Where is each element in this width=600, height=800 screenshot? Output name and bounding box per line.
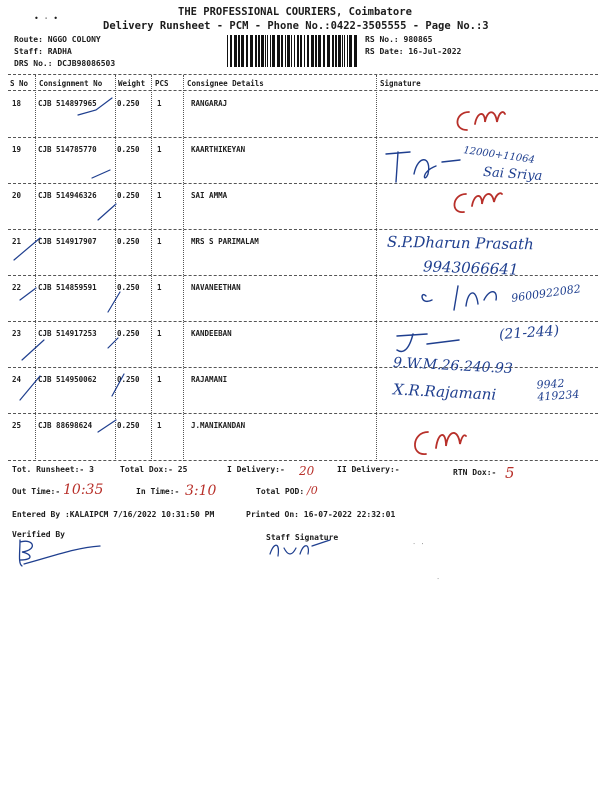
rs-number: RS No.: 980865 [365,35,433,44]
handwritten-delivery-count: 20 [299,464,315,478]
row-consignment: CJB 514917253 [38,329,97,338]
row-consignee: MRS S PARIMALAM [191,237,259,246]
entered-by: Entered By :KALAIPCM 7/16/2022 10:31:50 PM [12,510,215,519]
scan-specks: ⋅ [436,575,441,583]
runsheet-subtitle: Delivery Runsheet - PCM - Phone No.:0422-3505555 - Page No.:3 [103,20,489,32]
handwritten-name: Sai Sriya [482,164,543,185]
verified-by-signature [14,536,104,572]
signature-mark-row23 [393,328,463,358]
handwritten-total-pod: /0 [307,484,318,497]
row-sno: 22 [12,283,22,292]
staff-signature-label: Staff Signature [266,533,339,542]
row-consignee: RANGARAJ [191,99,228,108]
col-header-weight: Weight [118,79,146,88]
row-consignment: CJB 514859591 [38,283,97,292]
row-consignment: CJB 514897965 [38,99,97,108]
handwritten-phone: 9943066641 [422,257,519,279]
handwritten-rtn-count: 5 [505,464,515,482]
printed-on: Printed On: 16-07-2022 22:32:01 [246,510,396,519]
handwritten-note: (21-244) [498,322,560,344]
staff-label: Staff: RADHA [14,47,72,56]
row-consignee: J.MANIKANDAN [191,421,246,430]
row-consignment: CJB 514785770 [38,145,97,154]
verified-by-label: Verified By [12,530,65,539]
staff-signature [268,536,338,562]
col-header-pcs: PCS [155,79,169,88]
handwritten-name: S.P.Dharun Prasath [386,232,534,254]
scan-specks: • ⋅ • [34,14,59,23]
rs-date: RS Date: 16-Jul-2022 [365,47,462,56]
total-pod-label: Total POD: [256,487,305,496]
row-sno: 21 [12,237,22,246]
row-weight: 0.250 [117,191,140,200]
row-consignment: CJB 88698624 [38,421,93,430]
signature-mark-row18 [447,104,507,140]
col-header-signature: Signature [380,79,421,88]
handwritten-number: 12000+11064 [462,145,536,166]
row-consignee: KAARTHIKEYAN [191,145,246,154]
row-pcs: 1 [157,237,162,246]
company-title: THE PROFESSIONAL COURIERS, Coimbatore [178,6,412,18]
row-pcs: 1 [157,421,162,430]
signature-mark-row25 [406,424,466,464]
row-consignment: CJB 514950062 [38,375,97,384]
out-time-label: Out Time:- [12,487,61,496]
row-pcs: 1 [157,145,162,154]
row-consignment: CJB 514917907 [38,237,97,246]
row-consignee: KANDEEBAN [191,329,232,338]
handwritten-phone: 9942 419234 [536,376,580,404]
row-pcs: 1 [157,329,162,338]
handwritten-phone: 9600922082 [510,282,582,305]
row-weight: 0.250 [117,145,140,154]
row-weight: 0.250 [117,375,140,384]
signature-mark-row20 [444,186,504,222]
row-sno: 19 [12,145,22,154]
handwritten-plate: 9.W.M.26.240.93 [392,354,514,378]
row-sno: 24 [12,375,22,384]
row-consignment: CJB 514946326 [38,191,97,200]
row-weight: 0.250 [117,99,140,108]
handwritten-in-time: 3:10 [185,483,217,499]
handwritten-out-time: 10:35 [63,482,104,498]
signature-mark-row19 [384,148,464,188]
i-delivery-label: I Delivery:- [227,465,285,474]
row-sno: 23 [12,329,22,338]
row-consignee: SAI AMMA [191,191,228,200]
row-weight: 0.250 [117,329,140,338]
row-sno: 18 [12,99,22,108]
col-header-consignee: Consignee Details [187,79,264,88]
col-header-sno: S No [10,79,29,88]
col-header-consignment: Consignment No [39,79,103,88]
row-weight: 0.250 [117,237,140,246]
row-sno: 25 [12,421,22,430]
table-bottom-rule [8,460,598,461]
row-pcs: 1 [157,283,162,292]
route-label: Route: NGGO COLONY [14,35,101,44]
row-consignee: RAJAMANI [191,375,228,384]
scan-specks: ⋅ ⋅ [412,540,425,548]
row-pcs: 1 [157,191,162,200]
row-weight: 0.250 [117,283,140,292]
row-pcs: 1 [157,375,162,384]
drs-number: DRS No.: DCJB98086503 [14,59,116,68]
row-weight: 0.250 [117,421,140,430]
ii-delivery-label: II Delivery:- [337,465,400,474]
rtn-dox-label: RTN Dox:- [453,468,497,477]
total-dox: Total Dox:- 25 [120,465,188,474]
total-runsheet: Tot. Runsheet:- 3 [12,465,94,474]
handwritten-name: X.R.Rajamani [392,380,497,404]
row-pcs: 1 [157,99,162,108]
in-time-label: In Time:- [136,487,180,496]
row-consignee: NAVANEETHAN [191,283,241,292]
row-sno: 20 [12,191,22,200]
